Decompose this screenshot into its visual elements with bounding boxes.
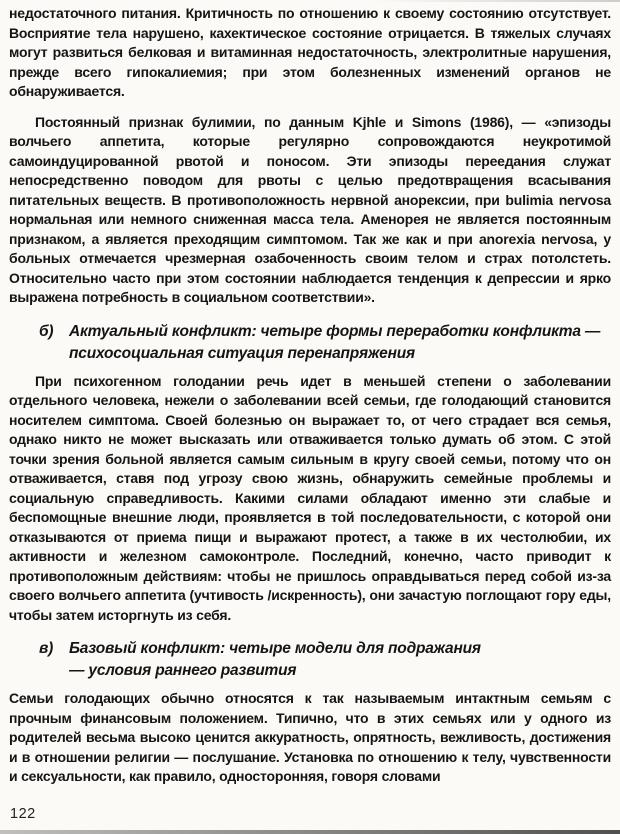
paragraph-actual-conflict: При психогенном голодании речь идет в меньшей степени о заболевании отдельного человека, нежели о заболевании всей семьи, где голодающий становится носителем симптома. Своей болезнью он выражает то, от чего страдает вся семья, однако никто не может высказать или отваживается только думать об этом. С этой точки зрения больной является самым сильным в кругу своей семьи, потому что он отваживается, ставя под угрозу свою жизнь, обнаружить семейные проблемы и социальную справедливость. Какими силами обладают именно эти слабые и беспомощные внешние люди, проявляется в той последовательности, с которой они отказываются от приема пищи и выражают протест, а также в их честолюбии, их активности и железном самоконтроле. Последний, конечно, часто приводит к противоположным действиям: чтобы не пришлось оправдываться перед собой из-за своего волчьего аппетита (учтивость /искренность), они зачастую поглощают гору еды, чтобы затем исторгнуть из себя.	[9, 372, 611, 623]
scan-edge-bottom	[0, 830, 620, 834]
section-heading-v	[39, 638, 611, 682]
section-heading-b	[39, 321, 611, 365]
heading-text-v: Базовый конфликт: четыре модели для подражания — условия раннего развития	[69, 640, 481, 679]
paragraph-basic-conflict: Семьи голодающих обычно относятся к так называемым интактным семьям с прочным финансовым положением. Типично, что в этих семьях или у одного из родителей весьма высоко ценится аккуратность, опрятность, вежливость, достижения и в отношении религии — послушание. Установка по отношению к телу, чувственности и сексуальности, как правило, односторонняя, говоря словами	[9, 690, 611, 784]
paragraph-bulimia: Постоянный признак булимии, по данным Kjhle и Simons (1986), — «эпизоды волчьего аппетита, которые регулярно сопровождаются неукротимой самоиндуцированной рвотой и поносом. Эти эпизоды переедания служат непосредственно поводом для рвоты с целью предотвращения всасывания питательных веществ. В противоположность нервной анорексии, при bulimia nervosa нормальная или немного сниженная масса тела. Аменорея не является постоянным признаком, а является преходящим симптомом. Так же как и при anorexia nervosa, у больных отмечается чрезмерная озабоченность своим телом и страх потолстеть. Относительно часто при этом состоянии наблюдается тенденция к депрессии и ярко выражена потребность в социальном соответствии».	[9, 113, 611, 305]
page-number: 122	[10, 806, 36, 822]
scan-edge-top	[372, 0, 620, 2]
heading-text-b: Актуальный конфликт: четыре формы переработки конфликта — психосоциальная ситуация перенапряжения	[69, 322, 601, 362]
paragraph-continuation: недостаточного питания. Критичность по отношению к своему состоянию отсутствует. Восприятие тела нарушено, кахектическое состояние отрицается. В тяжелых случаях могут развиться белковая и витаминная недостаточность, электролитные нарушения, прежде всего гипокалиемия; при этом болезненных изменений органов не обнаруживается.	[9, 5, 611, 99]
heading-label-v: в)	[39, 640, 54, 657]
heading-label-b: б)	[39, 322, 54, 340]
